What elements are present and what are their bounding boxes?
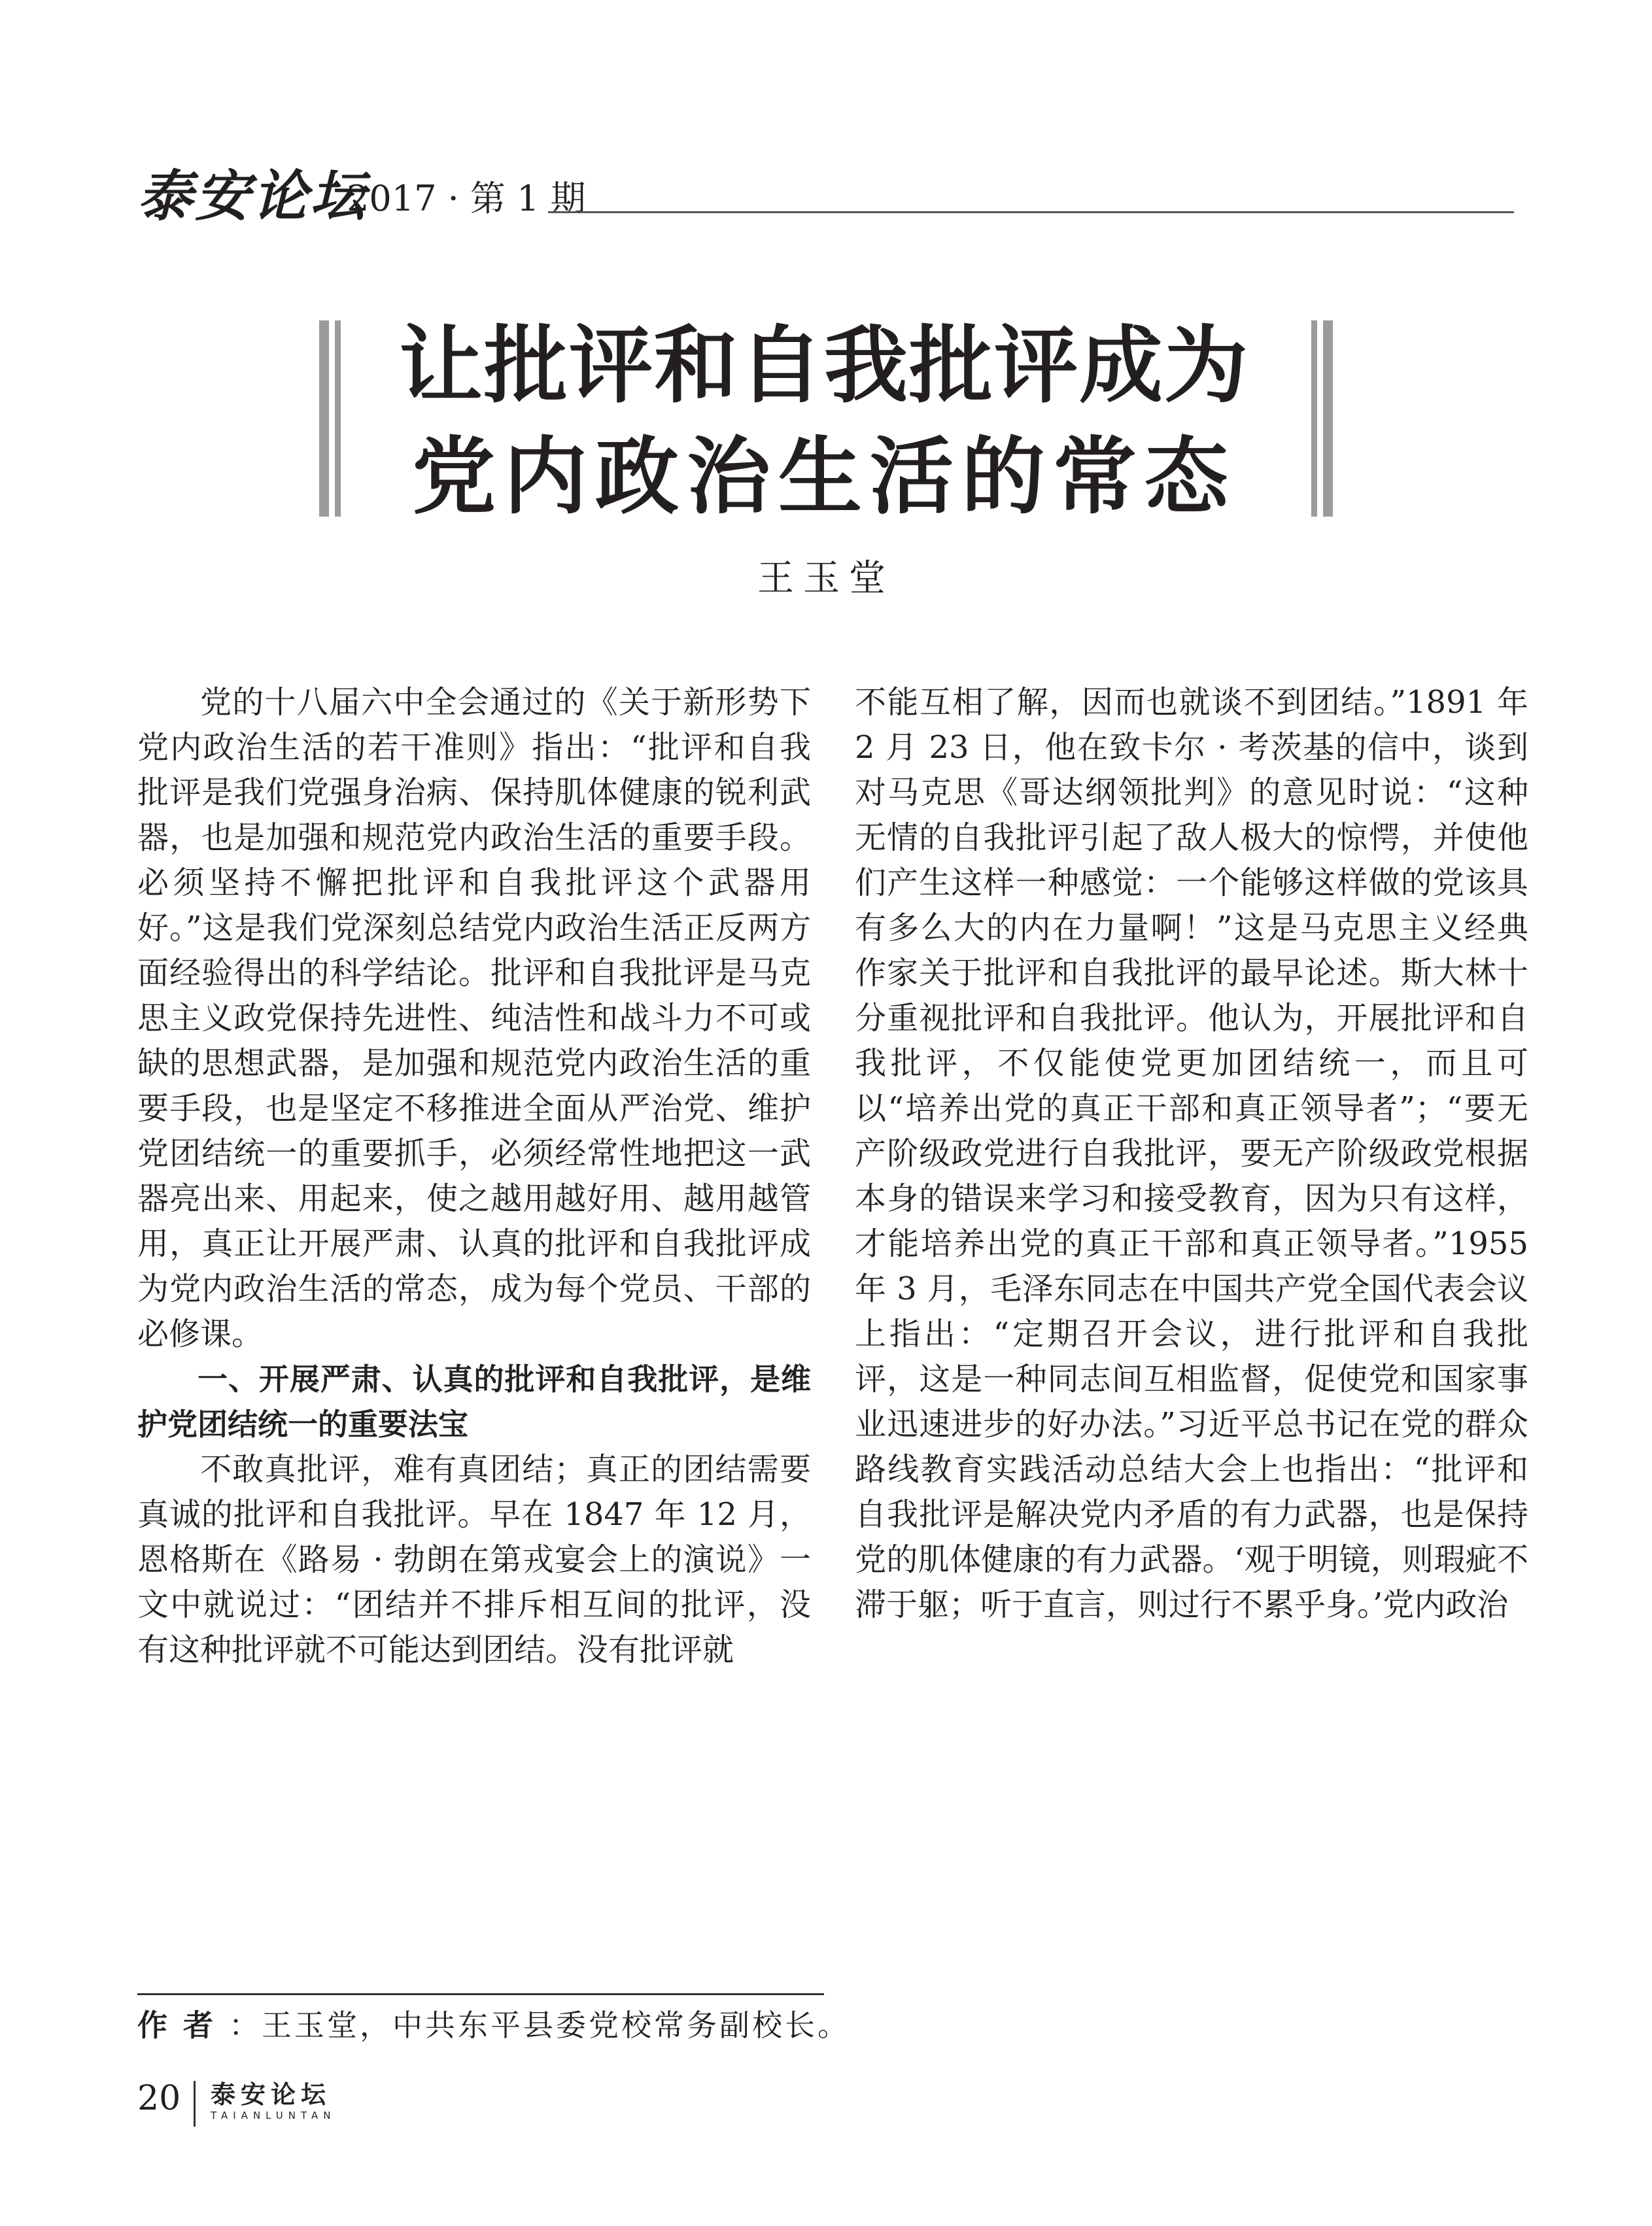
author-footnote (137, 2002, 850, 2048)
footnote-rule (137, 1993, 824, 1995)
folio-journal-pinyin: TAIANLUNTAN (211, 2110, 336, 2121)
paragraph: 不能互相了解，因而也就谈不到团结。”1891 年 2 月 23 日，他在致卡尔 · 考茨基的信中，谈到对马克思《哥达纲领批判》的意见时说：“这种无情的自我批评引起了敌人极大的惊愕，并使他们产生这样一种感觉：一个能够这样做的党该具有多么大的内在力量啊！”这是马克思主义经典作家关于批评和自我批评的最早论述。斯大林十分重视批评和自我批评。他认为，开展批评和自我批评，不仅能使党更加团结统一，而且可以“培养出党的真正干部和真正领导者”；“要无产阶级政党进行自我批评，要无产阶级政党根据本身的错误来学习和接受教育，因为只有这样，才能培养出党的真正干部和真正领导者。”1955 年 3 月，毛泽东同志在中国共产党全国代表会议上指出：“定期召开会议，进行批评和自我批评，这是一种同志间互相监督，促使党和国家事业迅速进步的好办法。”习近平总书记在党的群众路线教育实践活动总结大会上也指出：“批评和自我批评是解决党内矛盾的有力武器，也是保持党的肌体健康的有力武器。‘观于明镜，则瑕疵不滞于躯；听于直言，则过行不累乎身。’党内政治 (855, 684, 1528, 1623)
body-column-left (137, 680, 811, 1673)
paragraph: 党的十八届六中全会通过的《关于新形势下党内政治生活的若干准则》指出：“批评和自我批评是我们党强身治病、保持肌体健康的锐利武器，也是加强和规范党内政治生活的重要手段。必须坚持不懈把批评和自我批评这个武器用好。”这是我们党深刻总结党内政治生活正反两方面经验得出的科学结论。批评和自我批评是马克思主义政党保持先进性、纯洁性和战斗力不可或缺的思想武器，是加强和规范党内政治生活的重要手段，也是坚定不移推进全面从严治党、维护党团结统一的重要抓手，必须经常性地把这一武器亮出来、用起来，使之越用越好用、越用越管用，真正让开展严肃、认真的批评和自我批评成为党内政治生活的常态，成为每个党员、干部的必修课。 (137, 684, 811, 1352)
header-rule (548, 211, 1514, 213)
folio-journal-name: 泰安论坛 (211, 2080, 332, 2109)
footnote-text: ：王玉堂，中共东平县委党校常务副校长。 (229, 2008, 850, 2043)
title-bar-right-inner (1311, 320, 1317, 517)
folio-divider (194, 2081, 196, 2127)
title-bar-left-inner (335, 320, 341, 517)
section-heading: 一、开展严肃、认真的批评和自我批评，是维护党团结统一的重要法宝 (137, 1361, 811, 1442)
paragraph: 不敢真批评，难有真团结；真正的团结需要真诚的批评和自我批评。早在 1847 年 12 月，恩格斯在《路易 · 勃朗在第戎宴会上的演说》一文中就说过：“团结并不排斥相互间的批评，没有这种批评就不可能达到团结。没有批评就 (137, 1451, 811, 1668)
journal-name: 泰安论坛 (137, 163, 368, 228)
page-number: 20 (137, 2079, 181, 2118)
body-column-right (855, 680, 1528, 1628)
article-title-line-2: 党内政治生活的常态 (411, 428, 1236, 526)
footnote-label: 作者 (137, 2008, 229, 2043)
author-byline: 王玉堂 (757, 557, 895, 600)
article-title-line-1: 让批评和自我批评成为 (398, 317, 1249, 415)
running-header (137, 163, 1514, 228)
title-bar-right-outer (1323, 320, 1333, 517)
title-bar-left-outer (319, 320, 329, 517)
issue-number: 2017 · 第 1 期 (347, 178, 586, 219)
